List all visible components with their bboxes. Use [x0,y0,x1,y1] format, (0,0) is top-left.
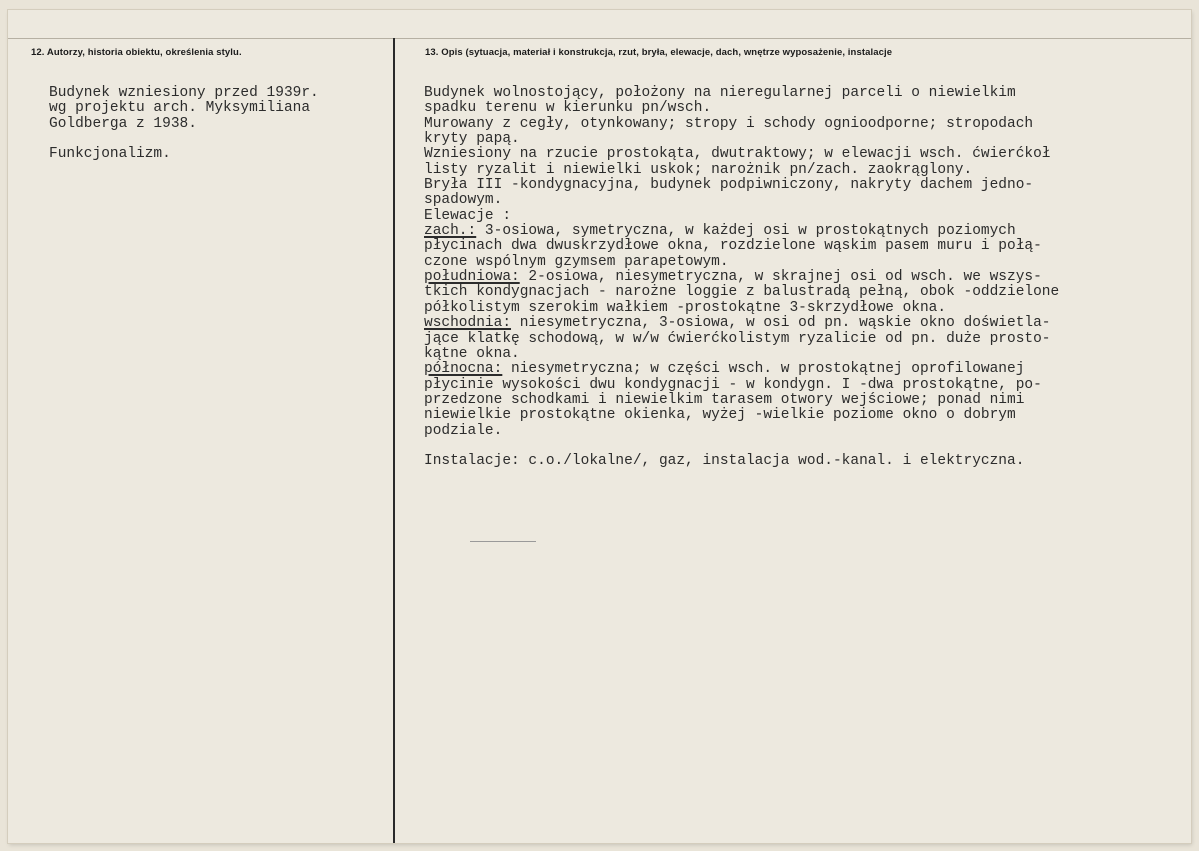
text-line [424,316,1059,331]
text-line: niewielkie prostokątne okienka, wyżej -wielkie poziome okno o dobrym [424,407,1016,424]
pencil-mark [470,541,536,542]
text-line: czone wspólnym gzymsem parapetowym. [424,253,729,270]
text-segment: c.o./lokalne/, gaz, instalacja wod.-kanal. i elektryczna. [528,453,1025,470]
label-zach: zach.: [424,223,477,240]
header-divider [8,38,1191,39]
label-wschodnia: wschodnia: [424,315,512,332]
text-segment: 3-osiowa, symetryczna, w każdej osi w prostokątnych poziomych [484,223,1016,240]
text-line: Murowany z cegły, otynkowany; stropy i schody ognioodporne; stropodach [424,115,1034,132]
text-line: Elewacje : [424,207,512,224]
text-line: spadku terenu w kierunku pn/wsch. [424,100,712,117]
section-13-text [424,86,1059,470]
style-line: Funkcjonalizm. [49,146,171,163]
text-line: Wzniesiony na rzucie prostokąta, dwutraktowy; w elewacji wsch. ćwierćkoł [424,146,1051,163]
text-line: płycinie wysokości dwu kondygnacji - w kondygn. I -dwa prostokątne, po- [424,376,1042,393]
text-segment: 2-osiowa, niesymetryczna, w skrajnej osi od wsch. we wszys- [528,269,1042,286]
text-segment: niesymetryczna; w części wsch. w prostokątnej oprofilowanej [511,361,1025,378]
text-line [424,454,1059,469]
column-divider [393,38,395,843]
label-poludniowa: południowa: [424,269,520,286]
text-line: spadowym. [424,192,503,209]
text-line: Budynek wolnostojący, położony na nieregularnej parceli o niewielkim [424,85,1016,101]
text-line: Bryła III -kondygnacyjna, budynek podpiwniczony, nakryty dachem jedno- [424,177,1034,194]
section-13-header: 13. Opis (sytuacja, materiał i konstrukcja, rzut, bryła, elewacje, dach, wnętrze wyposażenie, instalacje [425,47,893,58]
section-12-header: 12. Autorzy, historia obiektu, określenia stylu. [31,47,242,58]
text-line [424,270,1059,285]
section-12-text [49,86,319,163]
text-line: podziale. [424,422,503,439]
text-line: półkolistym szerokim wałkiem -prostokątne 3-skrzydłowe okna. [424,299,947,316]
text-line: przedzone schodkami i niewielkim tarasem otwory wejściowe; ponad nimi [424,391,1025,408]
text-line: listy ryzalit i niewielki uskok; narożnik pn/zach. zaokrąglony. [424,161,973,178]
label-polnocna: północna: [424,361,503,378]
text-line: płycinach dwa dwuskrzydłowe okna, rozdzielone wąskim pasem muru i połą- [424,238,1042,255]
text-segment: niesymetryczna, 3-osiowa, w osi od pn. wąskie okno doświetla- [519,315,1051,332]
text-line: tkich kondygnacjach - narożne loggie z balustradą pełną, obok -oddzielone [424,284,1060,301]
text-line: kątne okna. [424,345,520,362]
text-line: Goldberga z 1938. [49,115,197,132]
text-line [424,362,1059,377]
label-instalacje: Instalacje: [424,453,520,470]
text-line [424,224,1059,239]
text-line: jące klatkę schodową, w w/w ćwierćkolistym ryzalicie od pn. duże prosto- [424,330,1051,347]
text-line: wg projektu arch. Myksymiliana [49,100,311,117]
text-line: Budynek wzniesiony przed 1939r. [49,85,319,101]
text-line: kryty papą. [424,131,520,148]
